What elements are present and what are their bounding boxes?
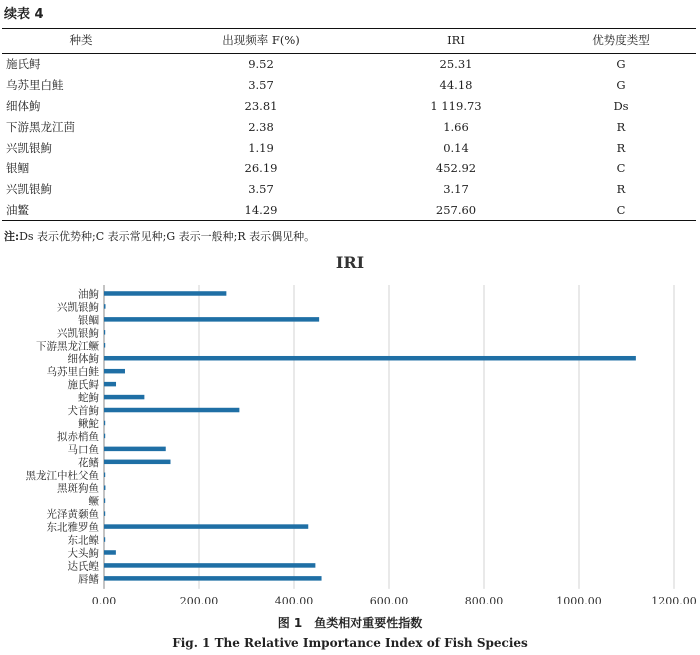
cell-type: R [616,119,626,134]
category-label: 细体鮈 [67,353,99,366]
cell-species: 下游黑龙江茴 [6,119,75,134]
x-tick-label: 1200.00 [651,594,697,604]
cell-iri: 3.17 [443,182,469,197]
table-row [2,137,696,158]
bar [104,537,105,542]
category-label: 马口鱼 [67,443,99,456]
cell-iri: 257.60 [366,200,546,221]
table-note-label: 注: [4,230,20,243]
category-label: 达氏鳇 [67,560,99,573]
cell-type: Ds [613,98,629,113]
chart-title: IRI [335,253,365,272]
bar [104,369,125,374]
figure-caption-cn: 图 1 鱼类相对重要性指数 [277,616,423,630]
cell-species: 乌苏里白鲑 [6,78,64,93]
category-label: 拟赤梢鱼 [57,430,99,443]
x-tick-label: 200.00 [179,594,219,604]
cell-species: 施氏鲟 [6,57,41,72]
cell-frequency: 3.57 [248,78,274,93]
category-label: 鳜 [88,495,99,508]
category-label: 兴凯银鮈 [57,327,99,340]
cell-type: G [616,57,626,72]
iri-bar-chart [0,282,700,604]
table-continued-title: 续表 4 [4,7,44,22]
bar [104,330,105,335]
cell-frequency: 14.29 [156,200,366,221]
cell-species: 银鲴 [6,161,29,176]
cell-species: 兴凯银鮈 [6,182,52,197]
bar [104,511,105,516]
bar [104,447,166,452]
category-label: 唇鳍 [78,573,99,586]
table-row [2,200,696,221]
category-label: 东北雅罗鱼 [46,521,99,534]
bar [104,498,105,503]
cell-type: C [546,200,696,221]
chart-x-tick-labels [92,595,697,604]
bar [104,356,636,361]
cell-type: R [616,140,626,155]
category-label: 施氏鲟 [67,379,99,392]
table-row [2,158,696,179]
bar [104,408,239,413]
x-tick-label: 400.00 [274,594,314,604]
table-row [2,54,696,75]
table-row [2,96,696,117]
chart-category-labels [26,287,100,585]
chart-bars [104,291,636,580]
category-label: 黑斑狗鱼 [57,482,99,495]
bar [104,550,116,555]
category-label: 鳅鮀 [78,417,99,430]
category-label: 蛇鮈 [78,392,99,405]
x-tick-label: 600.00 [369,594,409,604]
cell-iri: 1 119.73 [430,98,482,113]
category-label: 花鳍 [78,456,99,469]
header-iri: IRI [366,29,546,54]
bar [104,343,105,348]
bar [104,382,116,387]
category-label: 大头鮈 [67,547,99,560]
cell-iri: 0.14 [443,140,469,155]
table-row [2,179,696,200]
cell-type: R [616,182,626,197]
cell-species: 油鳘 [2,200,156,221]
bar [104,304,106,309]
table-note-text: Ds 表示优势种;C 表示常见种;G 表示一般种;R 表示偶见种。 [19,230,316,243]
cell-frequency: 9.52 [248,57,274,72]
category-label: 银鲴 [78,314,99,327]
cell-species: 细体鮈 [6,98,41,113]
cell-frequency: 1.19 [248,140,274,155]
bar [104,434,105,439]
cell-frequency: 2.38 [248,119,274,134]
cell-type: G [616,78,626,93]
category-label: 犬首鮈 [67,405,99,418]
x-tick-label: 1000.00 [556,594,602,604]
header-dominance-type: 优势度类型 [546,29,696,54]
bar [104,317,319,322]
figure-caption-en: Fig. 1 The Relative Importance Index of Fish Species [172,636,528,650]
cell-iri: 44.18 [439,78,473,93]
bar [104,485,105,490]
bar [104,524,308,529]
chart-gridlines [104,285,674,589]
cell-frequency: 23.81 [244,98,278,113]
category-label: 油鮈 [78,288,99,301]
bar [104,576,322,581]
table-row [2,116,696,137]
bar [104,421,105,426]
category-label: 乌苏里白鲑 [46,366,99,379]
table-row [2,75,696,96]
bar [104,291,226,296]
cell-frequency: 26.19 [244,161,278,176]
x-tick-label: 0.00 [91,594,117,604]
table-header-row [2,29,696,54]
table-note [4,228,315,244]
bar [104,563,315,568]
category-label: 东北鳈 [67,534,99,547]
x-tick-label: 800.00 [464,594,504,604]
cell-type: C [616,161,626,176]
category-label: 兴凯银鮈 [57,301,99,314]
bar [104,473,105,478]
bar [104,395,144,400]
category-label: 黑龙江中杜父鱼 [25,469,99,482]
bar [104,460,171,465]
cell-iri: 452.92 [435,161,477,176]
category-label: 下游黑龙江鳜 [36,340,99,353]
cell-iri: 25.31 [439,57,473,72]
cell-iri: 1.66 [443,119,469,134]
species-iri-table [2,28,696,221]
header-species: 种类 [2,29,156,54]
category-label: 光泽黄颡鱼 [46,508,99,521]
cell-frequency: 3.57 [248,182,274,197]
header-frequency: 出现频率 F(%) [156,29,366,54]
cell-species: 兴凯银鮈 [6,140,52,155]
